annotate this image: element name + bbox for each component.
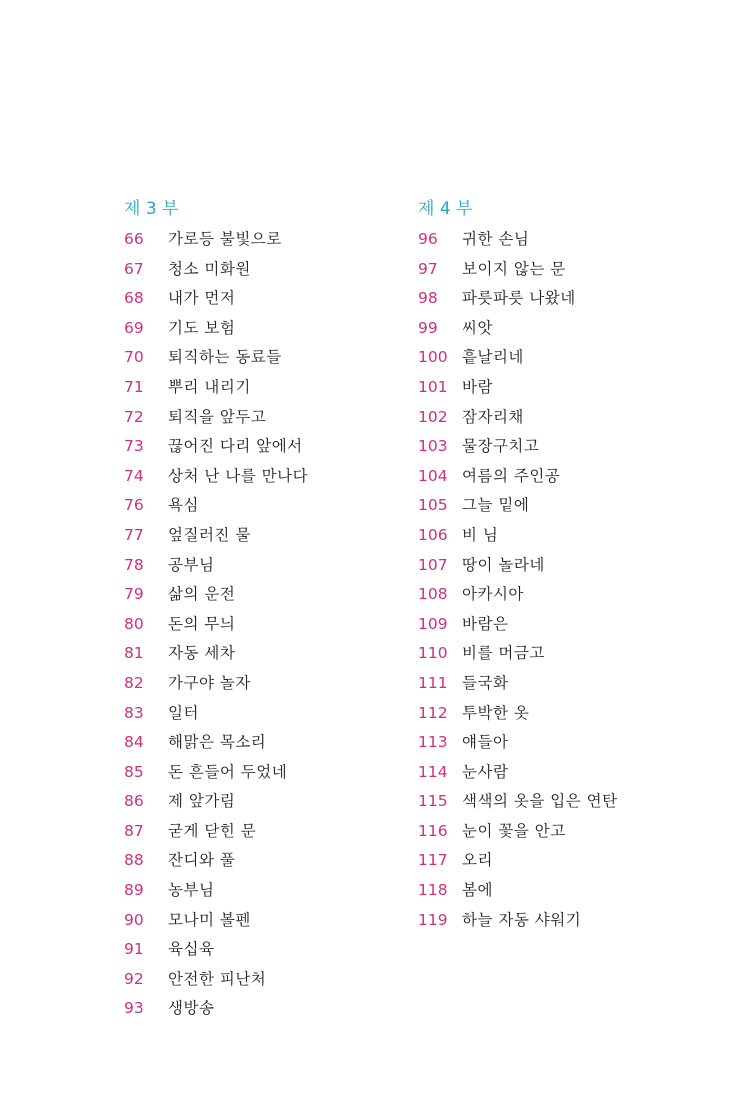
toc-entry	[124, 491, 308, 521]
page-number: 96	[418, 230, 438, 248]
entry-title: 투박한 옷	[462, 703, 530, 722]
page-number: 87	[124, 821, 144, 840]
entry-title: 비를 머금고	[462, 644, 545, 663]
toc-entry	[418, 432, 618, 462]
toc-column-part-4	[418, 196, 618, 935]
toc-entry	[124, 758, 308, 788]
entry-title: 내가 먼저	[168, 289, 236, 308]
page-number: 99	[418, 318, 438, 337]
toc-entry	[124, 965, 308, 995]
page-number: 111	[418, 673, 448, 692]
entry-title: 퇴직을 앞두고	[168, 407, 267, 426]
page-number: 77	[124, 525, 144, 544]
entry-title: 엎질러진 물	[168, 525, 251, 544]
entry-title: 비 님	[462, 525, 499, 544]
entry-title: 아카시아	[462, 585, 524, 604]
toc-entry	[124, 343, 308, 373]
toc-entry	[418, 462, 618, 492]
page-number: 89	[124, 881, 144, 900]
page-number: 93	[124, 999, 144, 1018]
page-number: 76	[124, 496, 144, 515]
page-number: 113	[418, 733, 448, 752]
entry-title: 파릇파릇 나왔네	[462, 289, 576, 308]
toc-entry	[124, 846, 308, 876]
page-number: 70	[124, 348, 144, 367]
page-number: 115	[418, 792, 448, 811]
page-number: 104	[418, 466, 448, 485]
entry-title: 가로등 불빛으로	[168, 230, 282, 248]
entry-title: 기도 보험	[168, 318, 236, 337]
toc-entry	[418, 284, 618, 314]
toc-entry	[124, 580, 308, 610]
entry-title: 잔디와 풀	[168, 851, 236, 870]
entry-title: 끊어진 다리 앞에서	[168, 437, 303, 456]
toc-list	[418, 225, 618, 935]
toc-entry	[124, 521, 308, 551]
entry-title: 오리	[462, 851, 493, 870]
page-number: 107	[418, 555, 448, 574]
toc-entry	[418, 639, 618, 669]
toc-entry	[418, 699, 618, 729]
toc-column-part-3	[124, 196, 308, 1024]
toc-entry	[124, 935, 308, 965]
toc-entry	[124, 699, 308, 729]
entry-title: 육십육	[168, 940, 215, 959]
toc-entry	[124, 728, 308, 758]
entry-title: 모나미 볼펜	[168, 910, 251, 929]
page-number: 97	[418, 259, 438, 278]
page-number: 86	[124, 792, 144, 811]
page-number: 66	[124, 230, 144, 248]
page-number: 80	[124, 614, 144, 633]
toc-entry	[418, 491, 618, 521]
entry-title: 해맑은 목소리	[168, 733, 267, 752]
page-number: 73	[124, 437, 144, 456]
page-number: 109	[418, 614, 448, 633]
page-number: 105	[418, 496, 448, 515]
toc-entry	[418, 373, 618, 403]
entry-title: 봄에	[462, 881, 493, 900]
page-number: 106	[418, 525, 448, 544]
page-number: 112	[418, 703, 448, 722]
toc-entry	[418, 817, 618, 847]
page-number: 67	[124, 259, 144, 278]
toc-entry	[124, 255, 308, 285]
page-number: 84	[124, 733, 144, 752]
toc-entry	[418, 225, 618, 255]
page-number: 117	[418, 851, 448, 870]
entry-title: 삶의 운전	[168, 585, 236, 604]
entry-title: 바람	[462, 377, 493, 396]
entry-title: 보이지 않는 문	[462, 259, 566, 278]
page-number: 103	[418, 437, 448, 456]
page-number: 85	[124, 762, 144, 781]
toc-entry	[124, 403, 308, 433]
entry-title: 바람은	[462, 614, 509, 633]
page-number: 79	[124, 585, 144, 604]
page-number: 102	[418, 407, 448, 426]
part-title: 제 3 부	[124, 199, 179, 219]
entry-title: 여름의 주인공	[462, 466, 561, 485]
entry-title: 얘들아	[462, 733, 509, 752]
page-number: 69	[124, 318, 144, 337]
entry-title: 돈의 무늬	[168, 614, 236, 633]
toc-entry	[418, 758, 618, 788]
entry-title: 가구야 놀자	[168, 673, 251, 692]
entry-title: 제 앞가림	[168, 792, 236, 811]
entry-title: 안전한 피난처	[168, 969, 267, 988]
entry-title: 청소 미화원	[168, 259, 251, 278]
page-number: 119	[418, 910, 448, 929]
page-number: 118	[418, 881, 448, 900]
page-number: 108	[418, 585, 448, 604]
toc-entry	[418, 521, 618, 551]
entry-title: 자동 세차	[168, 644, 236, 663]
toc-entry	[124, 817, 308, 847]
page-number: 90	[124, 910, 144, 929]
entry-title: 굳게 닫힌 문	[168, 821, 257, 840]
entry-title: 상처 난 나를 만나다	[168, 466, 309, 485]
page-number: 81	[124, 644, 144, 663]
toc-entry	[124, 225, 308, 255]
entry-title: 뿌리 내리기	[168, 377, 251, 396]
entry-title: 눈사람	[462, 762, 509, 781]
toc-entry	[124, 551, 308, 581]
toc-entry	[418, 580, 618, 610]
toc-entry	[418, 551, 618, 581]
toc-entry	[418, 728, 618, 758]
page-number: 114	[418, 762, 448, 781]
page-number: 72	[124, 407, 144, 426]
page-number: 71	[124, 377, 144, 396]
entry-title: 돈 흔들어 두었네	[168, 762, 288, 781]
page-number: 100	[418, 348, 448, 367]
toc-entry	[124, 284, 308, 314]
entry-title: 씨앗	[462, 318, 493, 337]
toc-entry	[124, 432, 308, 462]
page-number: 88	[124, 851, 144, 870]
toc-entry	[124, 787, 308, 817]
page-number: 78	[124, 555, 144, 574]
page-number: 98	[418, 289, 438, 308]
entry-title: 눈이 꽃을 안고	[462, 821, 566, 840]
toc-entry	[124, 610, 308, 640]
toc-entry	[418, 669, 618, 699]
toc-entry	[418, 343, 618, 373]
toc-entry	[124, 373, 308, 403]
toc-list	[124, 225, 308, 1024]
toc-entry	[124, 639, 308, 669]
entry-title: 색색의 옷을 입은 연탄	[462, 792, 618, 811]
toc-entry	[418, 876, 618, 906]
toc-entry	[124, 906, 308, 936]
entry-title: 퇴직하는 동료들	[168, 348, 282, 367]
entry-title: 흩날리네	[462, 348, 524, 367]
page-number: 91	[124, 940, 144, 959]
entry-title: 물장구치고	[462, 437, 540, 456]
toc-entry	[124, 462, 308, 492]
toc-entry	[418, 403, 618, 433]
page-number: 83	[124, 703, 144, 722]
entry-title: 그늘 밑에	[462, 496, 530, 515]
entry-title: 일터	[168, 703, 199, 722]
page-number: 92	[124, 969, 144, 988]
toc-entry	[418, 846, 618, 876]
page-number: 82	[124, 673, 144, 692]
entry-title: 생방송	[168, 999, 215, 1018]
toc-entry	[418, 787, 618, 817]
toc-entry	[124, 876, 308, 906]
entry-title: 땅이 놀라네	[462, 555, 545, 574]
toc-entry	[418, 255, 618, 285]
entry-title: 욕심	[168, 496, 199, 515]
entry-title: 들국화	[462, 673, 509, 692]
toc-entry	[124, 669, 308, 699]
entry-title: 공부님	[168, 555, 215, 574]
toc-entry	[124, 994, 308, 1024]
page-number: 68	[124, 289, 144, 308]
toc-entry	[124, 314, 308, 344]
part-title: 제 4 부	[418, 199, 473, 219]
entry-title: 귀한 손님	[462, 230, 530, 248]
page-number: 74	[124, 466, 144, 485]
page-number: 110	[418, 644, 448, 663]
toc-entry	[418, 906, 618, 936]
toc-entry	[418, 314, 618, 344]
page-number: 101	[418, 377, 448, 396]
toc-entry	[418, 610, 618, 640]
entry-title: 잠자리채	[462, 407, 524, 426]
entry-title: 하늘 자동 샤워기	[462, 910, 582, 929]
page-number: 116	[418, 821, 448, 840]
entry-title: 농부님	[168, 881, 215, 900]
